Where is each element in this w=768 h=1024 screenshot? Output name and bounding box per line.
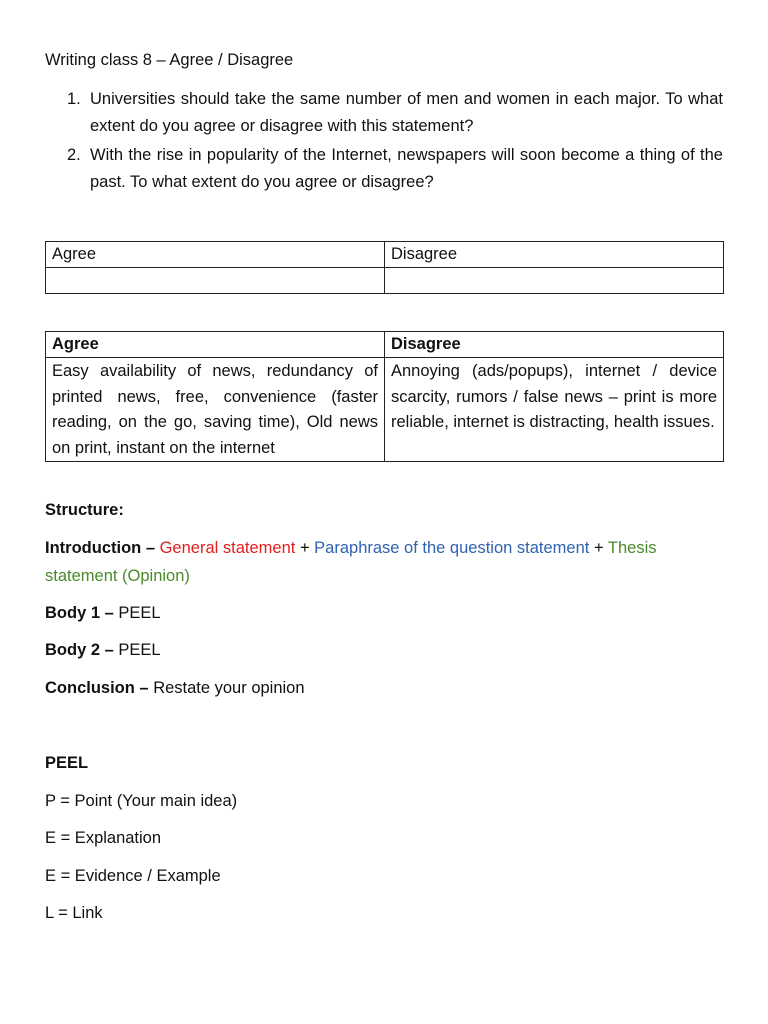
table-cell-agree: Easy availability of news, redundancy of printed news, free, convenience (faster reading, on the go, saving time), Old news on print, instant on the internet	[46, 358, 385, 462]
table-header-row	[46, 332, 724, 358]
table-header-row	[46, 242, 724, 268]
header-cell-disagree: Disagree	[385, 332, 724, 358]
body-1-text: PEEL	[118, 604, 161, 622]
body-1-label: Body 1 –	[45, 604, 114, 622]
plus-sign: +	[299, 539, 310, 557]
body-2-text: PEEL	[118, 641, 161, 659]
body-2-label: Body 2 –	[45, 641, 114, 659]
question-number: 2.	[67, 146, 81, 164]
conclusion-label: Conclusion –	[45, 679, 149, 697]
question-item	[45, 142, 723, 196]
peel-heading: PEEL	[45, 754, 89, 772]
table-cell-agree	[46, 268, 385, 294]
introduction-line	[45, 534, 725, 590]
question-item	[45, 86, 723, 140]
introduction-label: Introduction –	[45, 539, 155, 557]
agree-disagree-points-table	[45, 331, 724, 462]
body-2-line	[45, 636, 725, 664]
peel-item: P = Point (Your main idea)	[45, 792, 238, 810]
question-text: Universities should take the same number of men and women in each major. To what extent do you agree or disagree with this statement?	[90, 90, 723, 135]
question-number: 1.	[67, 90, 81, 108]
question-list	[45, 86, 723, 198]
general-statement-text: General statement	[159, 539, 296, 557]
agree-disagree-empty-table	[45, 241, 724, 294]
question-text: With the rise in popularity of the Internet, newspapers will soon become a thing of the past. To what extent do you agree or disagree?	[90, 146, 723, 191]
plus-sign: +	[593, 539, 604, 557]
peel-item: E = Evidence / Example	[45, 867, 221, 885]
document-title: Writing class 8 – Agree / Disagree	[45, 51, 294, 69]
header-cell-agree: Agree	[46, 242, 385, 268]
table-row	[46, 268, 724, 294]
header-cell-agree: Agree	[46, 332, 385, 358]
body-1-line	[45, 599, 725, 627]
header-cell-disagree: Disagree	[385, 242, 724, 268]
peel-item: L = Link	[45, 904, 103, 922]
conclusion-line	[45, 674, 725, 702]
table-cell-disagree: Annoying (ads/popups), internet / device scarcity, rumors / false news – print is more reliable, internet is distracting, health issues.	[385, 358, 724, 462]
structure-heading: Structure:	[45, 501, 124, 519]
table-row	[46, 358, 724, 462]
conclusion-text: Restate your opinion	[153, 679, 305, 697]
thesis-statement-text: Thesis statement (Opinion)	[45, 539, 657, 585]
peel-item: E = Explanation	[45, 829, 162, 847]
paraphrase-text: Paraphrase of the question statement	[314, 539, 590, 557]
table-cell-disagree	[385, 268, 724, 294]
